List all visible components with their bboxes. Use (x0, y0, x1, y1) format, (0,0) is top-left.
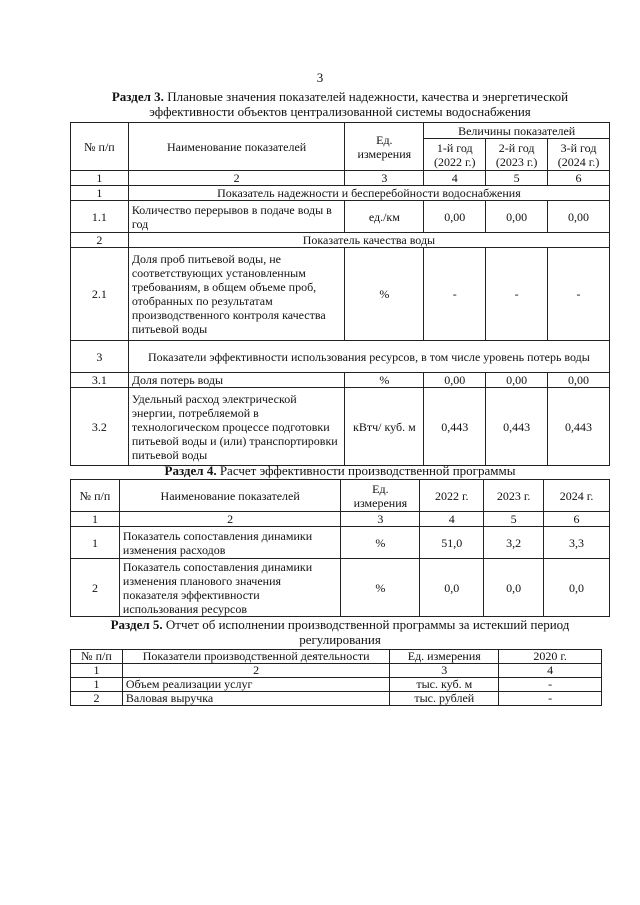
section5-title-text: Отчет об исполнении производственной программы за истекший период регулирования (162, 617, 570, 647)
row-num: 1 (71, 678, 123, 692)
table-group-row (71, 186, 610, 201)
section3-table (70, 122, 610, 466)
section5-title (70, 617, 610, 647)
header-name: Наименование показателей (119, 480, 341, 512)
row-num: 3.2 (71, 388, 129, 466)
colnum: 1 (71, 171, 129, 186)
header-name: Наименование показателей (128, 123, 345, 171)
row-value-3: - (548, 248, 610, 341)
row-name: Количество перерывов в подаче воды в год (128, 201, 345, 233)
section4-table (70, 479, 610, 617)
row-name: Показатель сопоставления динамики изменения планового значения показателя эффективности использования ресурсов (119, 559, 341, 617)
colnum: 3 (345, 171, 424, 186)
row-num: 2.1 (71, 248, 129, 341)
row-unit: % (341, 559, 420, 617)
table-header-row (71, 123, 610, 139)
colnum: 2 (122, 664, 389, 678)
row-value: - (499, 692, 602, 706)
table-row (71, 527, 610, 559)
header-year-3: 2024 г. (544, 480, 610, 512)
header-num: № п/п (71, 480, 120, 512)
row-num: 2 (71, 559, 120, 617)
section3-title-text: Плановые значения показателей надежности, качества и энергетической эффективности объектов централизованной системы водоснабжения (149, 89, 569, 119)
row-value-2: 0,443 (486, 388, 548, 466)
page-number: 3 (316, 70, 324, 85)
colnum: 4 (420, 512, 484, 527)
row-value-1: 0,00 (424, 201, 486, 233)
colnum: 6 (548, 171, 610, 186)
row-value-2: 0,0 (484, 559, 544, 617)
row-unit: % (345, 248, 424, 341)
row-value-3: 0,0 (544, 559, 610, 617)
colnum: 5 (484, 512, 544, 527)
header-num: № п/п (71, 123, 129, 171)
section4-title-bold: Раздел 4. (164, 463, 217, 478)
row-unit: кВтч/ куб. м (345, 388, 424, 466)
header-unit: Ед. измерения (341, 480, 420, 512)
colnum: 4 (499, 664, 602, 678)
table-header-row (71, 650, 602, 664)
row-num: 3.1 (71, 373, 129, 388)
row-name: Показатель сопоставления динамики изменения расходов (119, 527, 341, 559)
row-value-3: 0,00 (548, 373, 610, 388)
row-value-3: 0,00 (548, 201, 610, 233)
table-row (71, 373, 610, 388)
row-name: Доля потерь воды (128, 373, 345, 388)
row-num: 3 (71, 341, 129, 373)
header-year: 2020 г. (499, 650, 602, 664)
row-num: 1.1 (71, 201, 129, 233)
header-year-2: 2023 г. (484, 480, 544, 512)
colnum: 4 (424, 171, 486, 186)
table-row (71, 678, 602, 692)
row-unit: тыс. рублей (390, 692, 499, 706)
section4-title (70, 463, 610, 478)
header-unit: Ед. измерения (390, 650, 499, 664)
colnum: 6 (544, 512, 610, 527)
row-value-2: 3,2 (484, 527, 544, 559)
group-title: Показатели эффективности использования ресурсов, в том числе уровень потерь воды (128, 341, 609, 373)
section5-table (70, 649, 602, 706)
header-year-1: 2022 г. (420, 480, 484, 512)
row-unit: ед./км (345, 201, 424, 233)
header-year-1: 1-й год (2022 г.) (424, 139, 486, 171)
row-unit: % (341, 527, 420, 559)
row-value: - (499, 678, 602, 692)
row-num: 2 (71, 233, 129, 248)
table-row (71, 201, 610, 233)
header-num: № п/п (71, 650, 123, 664)
column-number-row (71, 171, 610, 186)
colnum: 2 (119, 512, 341, 527)
colnum: 1 (71, 512, 120, 527)
colnum: 3 (341, 512, 420, 527)
row-name: Объем реализации услуг (122, 678, 389, 692)
row-value-1: - (424, 248, 486, 341)
group-title: Показатель надежности и бесперебойности водоснабжения (128, 186, 609, 201)
group-title: Показатель качества воды (128, 233, 609, 248)
row-value-1: 0,00 (424, 373, 486, 388)
header-year-3: 3-й год (2024 г.) (548, 139, 610, 171)
row-value-1: 0,0 (420, 559, 484, 617)
colnum: 5 (486, 171, 548, 186)
row-name: Валовая выручка (122, 692, 389, 706)
row-num: 1 (71, 186, 129, 201)
row-value-3: 3,3 (544, 527, 610, 559)
row-unit: тыс. куб. м (390, 678, 499, 692)
colnum: 1 (71, 664, 123, 678)
table-header-row (71, 480, 610, 512)
table-row (71, 692, 602, 706)
row-value-2: - (486, 248, 548, 341)
section3-title (70, 89, 610, 119)
header-unit: Ед. измерения (345, 123, 424, 171)
table-row (71, 388, 610, 466)
row-value-2: 0,00 (486, 201, 548, 233)
row-num: 1 (71, 527, 120, 559)
table-row (71, 248, 610, 341)
row-name: Доля проб питьевой воды, не соответствующих установленным требованиям, в общем объеме проб, отобранных по результатам производственного контроля качества питьевой воды (128, 248, 345, 341)
row-value-1: 0,443 (424, 388, 486, 466)
row-num: 2 (71, 692, 123, 706)
colnum: 3 (390, 664, 499, 678)
header-name: Показатели производственной деятельности (122, 650, 389, 664)
table-group-row (71, 233, 610, 248)
colnum: 2 (128, 171, 345, 186)
table-row (71, 559, 610, 617)
section5-title-bold: Раздел 5. (110, 617, 163, 632)
column-number-row (71, 664, 602, 678)
header-year-2: 2-й год (2023 г.) (486, 139, 548, 171)
column-number-row (71, 512, 610, 527)
row-unit: % (345, 373, 424, 388)
section4-title-text: Расчет эффективности производственной программы (216, 463, 516, 478)
header-values-group: Величины показателей (424, 123, 610, 139)
row-name: Удельный расход электрической энергии, потребляемой в технологическом процессе подготовки питьевой воды и (или) транспортировки питьевой воды (128, 388, 345, 466)
row-value-1: 51,0 (420, 527, 484, 559)
section3-title-bold: Раздел 3. (111, 89, 164, 104)
row-value-3: 0,443 (548, 388, 610, 466)
table-group-row (71, 341, 610, 373)
row-value-2: 0,00 (486, 373, 548, 388)
